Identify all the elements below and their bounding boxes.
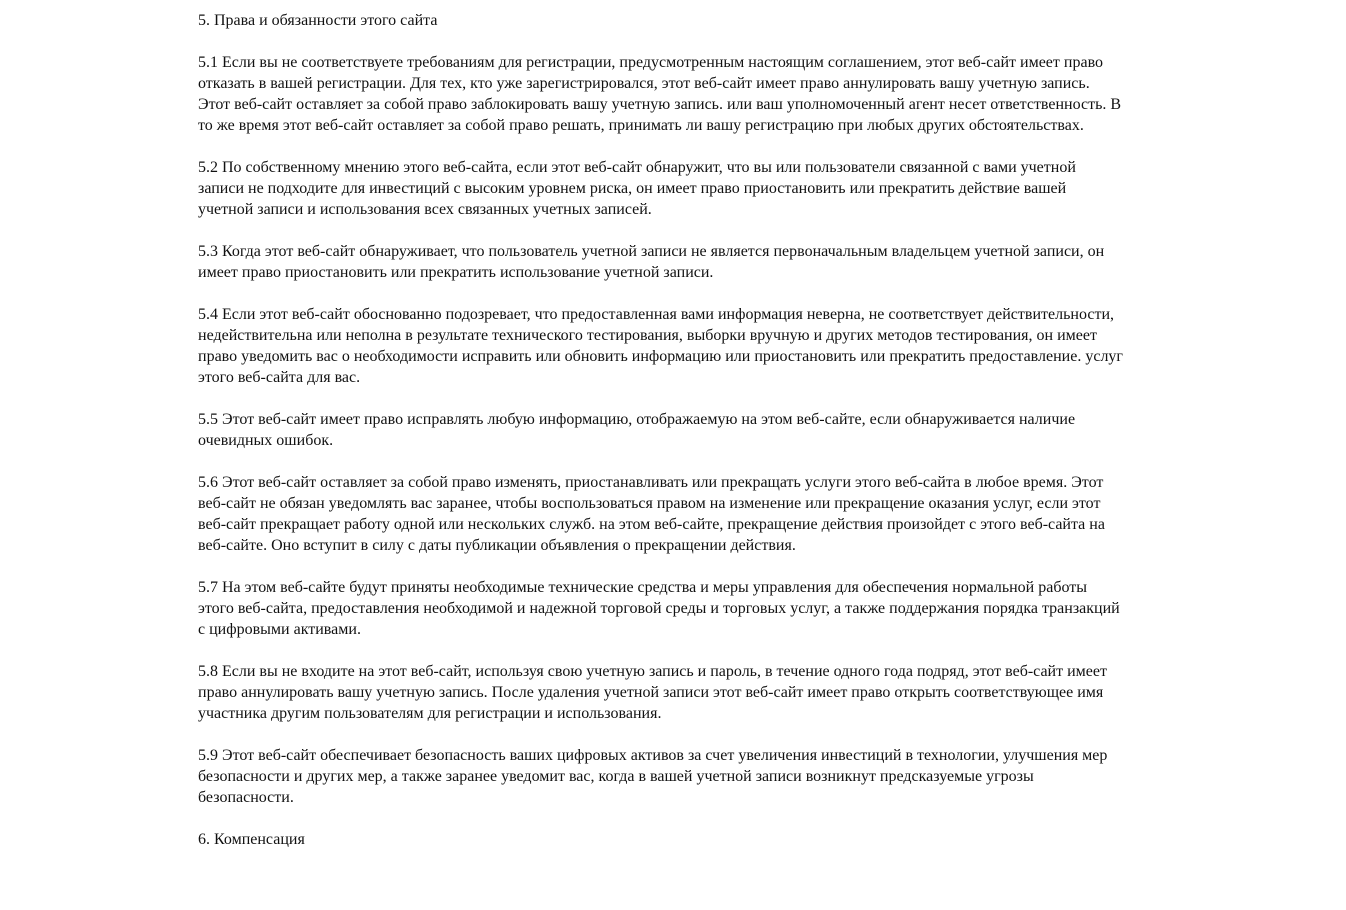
paragraph-5-8: 5.8 Если вы не входите на этот веб-сайт, используя свою учетную запись и пароль, в течение одного года подряд, этот веб-сайт имеет право аннулировать вашу учетную запись. После удаления учетной записи этот веб-сайт имеет право открыть соответствующее имя участника другим пользователям для регистрации и использования.: [198, 663, 1107, 722]
paragraph-5-5: 5.5 Этот веб-сайт имеет право исправлять любую информацию, отображаемую на этом веб-сайте, если обнаруживается наличие очевидных ошибок.: [198, 411, 1076, 449]
paragraph-5-1: 5.1 Если вы не соответствуете требованиям для регистрации, предусмотренным настоящим соглашением, этот веб-сайт имеет право отказать в вашей регистрации. Для тех, кто уже зарегистрировался, этот веб-сайт имеет право аннулировать вашу учетную запись. Этот веб-сайт оставляет за собой право заблокировать вашу учетную запись. или ваш уполномоченный агент несет ответственность. В то же время этот веб-сайт оставляет за собой право решать, принимать ли вашу регистрацию при любых других обстоятельствах.: [198, 54, 1122, 134]
section-6-heading: 6. Компенсация: [198, 831, 305, 848]
paragraph-5-4: 5.4 Если этот веб-сайт обоснованно подозревает, что предоставленная вами информация неверна, не соответствует действительности, недействительна или неполна в результате технического тестирования, выборки вручную и других методов тестирования, он имеет право уведомить вас о необходимости исправить или обновить информацию или приостановить или прекратить предоставление. услуг этого веб-сайта для вас.: [198, 306, 1123, 386]
paragraph-5-6: 5.6 Этот веб-сайт оставляет за собой право изменять, приостанавливать или прекращать услуги этого веб-сайта в любое время. Этот веб-сайт не обязан уведомлять вас заранее, чтобы воспользоваться правом на изменение или прекращение оказания услуг, если этот веб-сайт прекращает работу одной или нескольких служб. на этом веб-сайте, прекращение действия произойдет с этого веб-сайта на веб-сайте. Оно вступит в силу с даты публикации объявления о прекращении действия.: [198, 474, 1105, 554]
paragraph-5-7: 5.7 На этом веб-сайте будут приняты необходимые технические средства и меры управления для обеспечения нормальной работы этого веб-сайта, предоставления необходимой и надежной торговой среды и торговых услуг, а также поддержания порядка транзакций с цифровыми активами.: [198, 579, 1120, 638]
paragraph-5-2: 5.2 По собственному мнению этого веб-сайта, если этот веб-сайт обнаружит, что вы или пользователи связанной с вами учетной записи не подходите для инвестиций с высоким уровнем риска, он имеет право приостановить или прекратить действие вашей учетной записи и использования всех связанных учетных записей.: [198, 159, 1076, 218]
terms-document: [198, 10, 1123, 850]
paragraph-5-3: 5.3 Когда этот веб-сайт обнаруживает, что пользователь учетной записи не является первоначальным владельцем учетной записи, он имеет право приостановить или прекратить использование учетной записи.: [198, 243, 1105, 281]
section-5-heading: 5. Права и обязанности этого сайта: [198, 12, 438, 29]
paragraph-5-9: 5.9 Этот веб-сайт обеспечивает безопасность ваших цифровых активов за счет увеличения инвестиций в технологии, улучшения мер безопасности и других мер, а также заранее уведомит вас, когда в вашей учетной записи возникнут предсказуемые угрозы безопасности.: [198, 747, 1108, 806]
